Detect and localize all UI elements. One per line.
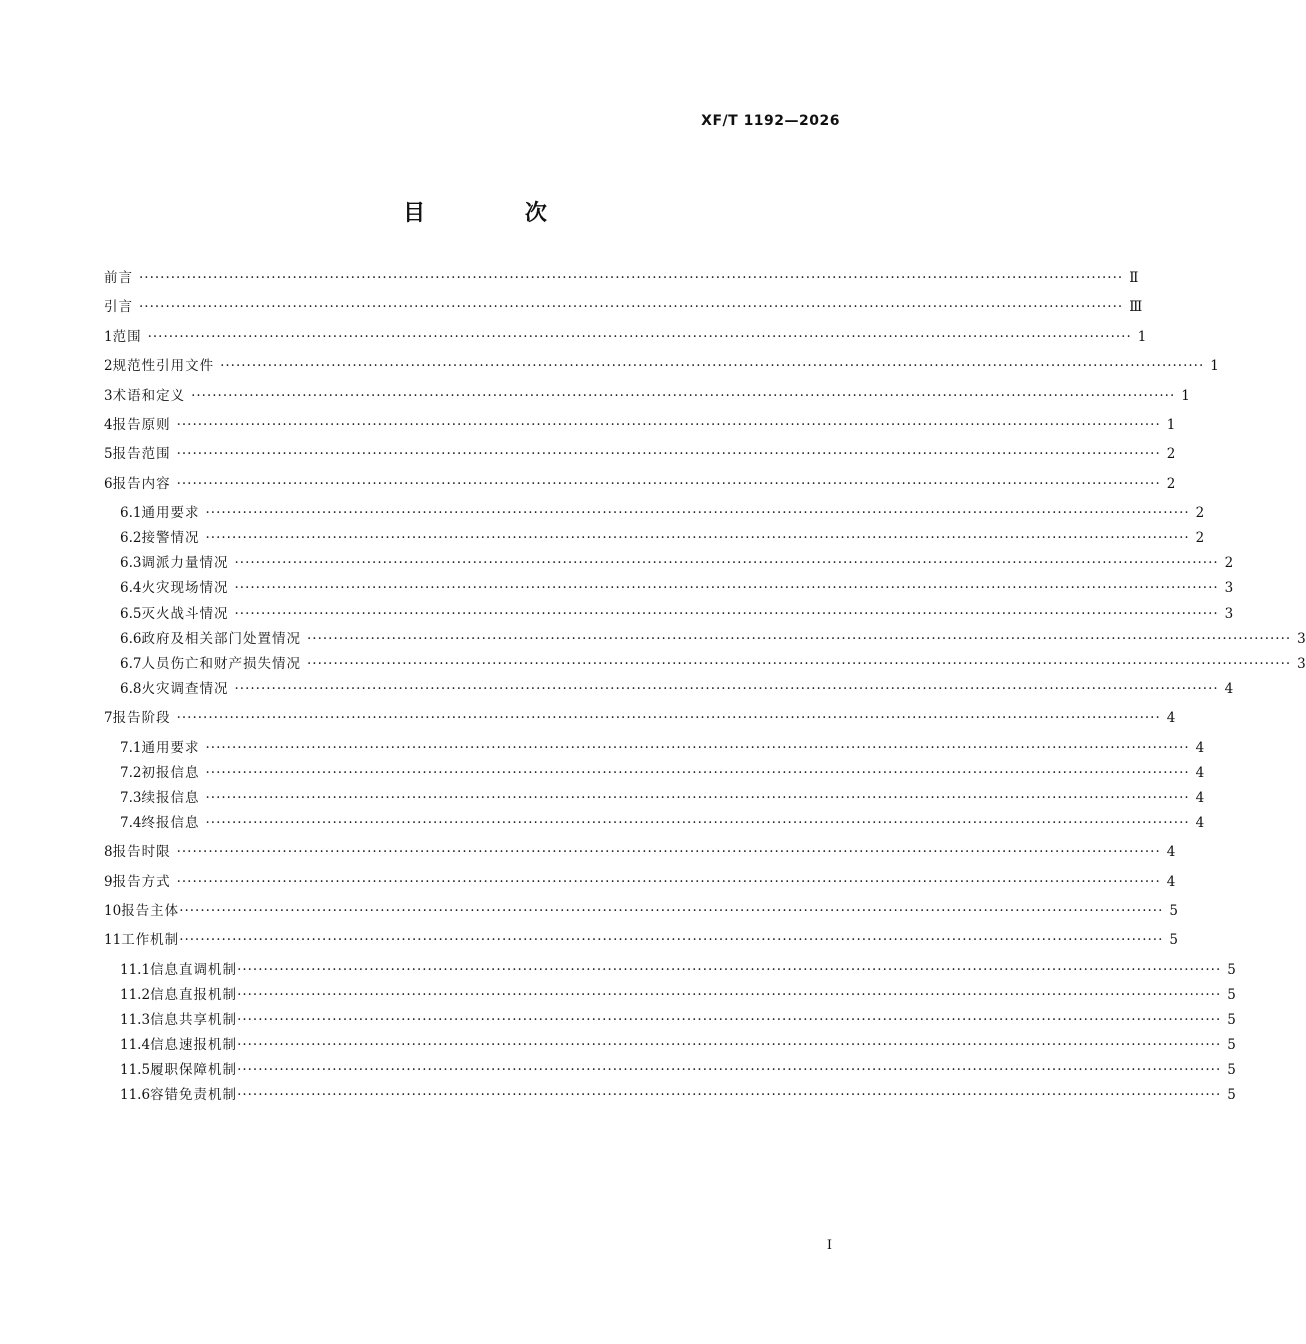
dot-leader: ·························································································································································································· <box>205 764 1190 781</box>
toc-number: 6.2 <box>120 530 142 547</box>
toc-number: 11.4 <box>120 1037 151 1054</box>
dot-leader: ·························································································································································································· <box>205 739 1190 756</box>
page-number: I <box>826 1238 832 1253</box>
page-title: 目 次 <box>403 201 593 226</box>
toc-page: 4 <box>1166 873 1176 890</box>
toc-entry[interactable] <box>104 555 1234 572</box>
toc-number: 1 <box>104 328 113 345</box>
dot-leader: ·························································································································································································· <box>237 1037 1222 1054</box>
toc-page: 4 <box>1195 814 1205 831</box>
toc-page: 2 <box>1195 530 1205 547</box>
dot-leader: ·························································································································································································· <box>191 387 1176 404</box>
toc-title: 接警情况 <box>141 530 200 547</box>
toc-entry[interactable] <box>104 739 1205 756</box>
toc-page: 4 <box>1195 764 1205 781</box>
toc-entry[interactable] <box>104 387 1190 404</box>
toc-page: 2 <box>1166 475 1176 492</box>
toc-entry[interactable] <box>104 986 1236 1003</box>
toc-title: 政府及相关部门处置情况 <box>141 630 301 647</box>
toc-title: 火灾现场情况 <box>141 580 229 597</box>
toc-entry[interactable] <box>104 530 1205 547</box>
dot-leader: ·························································································································································································· <box>179 903 1164 920</box>
toc-entry[interactable] <box>104 814 1205 831</box>
dot-leader: ·························································································································································································· <box>176 475 1161 492</box>
standard-code: XF/T 1192—2026 <box>701 113 840 129</box>
toc-number: 6.5 <box>120 605 142 622</box>
dot-leader: ·························································································································································································· <box>176 844 1161 861</box>
dot-leader: ·························································································································································································· <box>176 873 1161 890</box>
toc-title: 灭火战斗情况 <box>141 605 229 622</box>
toc-number: 2 <box>104 358 113 375</box>
toc-title: 履职保障机制 <box>150 1062 238 1079</box>
toc-title: 报告时限 <box>112 844 171 861</box>
toc-number: 9 <box>104 873 113 890</box>
dot-leader: ·························································································································································································· <box>234 605 1219 622</box>
dot-leader: ·························································································································································································· <box>306 630 1292 647</box>
toc-number: 6.6 <box>120 630 142 647</box>
toc-title: 初报信息 <box>141 764 200 781</box>
toc-entry[interactable] <box>104 328 1147 345</box>
toc-entry[interactable] <box>104 680 1234 697</box>
toc-page: 1 <box>1181 387 1190 404</box>
toc-title: 术语和定义 <box>112 387 186 404</box>
dot-leader: ·························································································································································································· <box>234 555 1219 572</box>
dot-leader: ·························································································································································································· <box>220 358 1205 375</box>
dot-leader: ·························································································································································································· <box>176 710 1161 727</box>
toc-title: 通用要求 <box>141 739 200 756</box>
toc-page: 1 <box>1166 416 1176 433</box>
toc-entry[interactable] <box>104 764 1205 781</box>
toc-page: Ⅲ <box>1129 299 1143 316</box>
dot-leader: ·························································································································································································· <box>237 1011 1222 1028</box>
toc-title: 人员伤亡和财产损失情况 <box>141 655 301 672</box>
toc-number: 6.3 <box>120 555 142 572</box>
toc-page: 2 <box>1166 446 1176 463</box>
toc-page: 4 <box>1224 680 1234 697</box>
toc-page: 5 <box>1169 932 1178 949</box>
toc-number: 11.3 <box>120 1011 151 1028</box>
toc-entry[interactable] <box>104 505 1205 522</box>
toc-page: 4 <box>1195 789 1205 806</box>
toc-entry[interactable] <box>104 580 1234 597</box>
toc-title: 火灾调查情况 <box>141 680 229 697</box>
toc-page: 1 <box>1210 358 1219 375</box>
toc-title: 通用要求 <box>141 505 200 522</box>
toc-entry[interactable] <box>104 903 1178 920</box>
toc-title: 信息速报机制 <box>150 1037 238 1054</box>
dot-leader: ·························································································································································································· <box>176 446 1161 463</box>
toc-title: 规范性引用文件 <box>112 358 215 375</box>
toc-title: 调派力量情况 <box>141 555 229 572</box>
toc-page: 2 <box>1195 505 1205 522</box>
toc-title: 报告内容 <box>112 475 171 492</box>
toc-entry[interactable] <box>104 1011 1236 1028</box>
toc-entry[interactable] <box>104 1037 1236 1054</box>
toc-title: 报告原则 <box>112 416 171 433</box>
toc-title: 信息直报机制 <box>150 986 238 1003</box>
toc-page: 5 <box>1227 1087 1236 1104</box>
toc-page: 5 <box>1227 1011 1236 1028</box>
toc-entry[interactable] <box>104 789 1205 806</box>
toc-number: 5 <box>104 446 113 463</box>
toc-entry[interactable] <box>104 961 1236 978</box>
toc-page: 4 <box>1166 844 1176 861</box>
toc-page: 5 <box>1227 1062 1236 1079</box>
toc-entry[interactable] <box>104 358 1219 375</box>
toc-entry[interactable] <box>104 630 1306 647</box>
toc-entry[interactable] <box>104 416 1176 433</box>
toc-entry[interactable] <box>104 655 1306 672</box>
toc-number: 3 <box>104 387 113 404</box>
toc-page: 3 <box>1224 580 1234 597</box>
toc-number: 7.2 <box>120 764 142 781</box>
toc-title: 容错免责机制 <box>150 1087 238 1104</box>
toc-title: 工作机制 <box>121 932 180 949</box>
toc-number: 6.4 <box>120 580 142 597</box>
toc-number: 6.7 <box>120 655 142 672</box>
toc-entry[interactable] <box>104 605 1234 622</box>
toc-page: 3 <box>1297 630 1306 647</box>
toc-entry[interactable] <box>104 446 1176 463</box>
dot-leader: ·························································································································································································· <box>205 505 1190 522</box>
toc-number: 6.8 <box>120 680 142 697</box>
toc-number: 7.4 <box>120 814 142 831</box>
toc-entry[interactable] <box>104 270 1139 286</box>
dot-leader: ·························································································································································································· <box>139 299 1124 316</box>
toc-title: 报告阶段 <box>112 710 171 727</box>
dot-leader: ·························································································································································································· <box>237 1087 1222 1104</box>
toc-number: 7 <box>104 710 113 727</box>
dot-leader: ·························································································································································································· <box>237 961 1222 978</box>
toc-title: 引言 <box>104 299 133 316</box>
dot-leader: ·························································································································································································· <box>237 1062 1222 1079</box>
toc-title: 信息共享机制 <box>150 1011 238 1028</box>
toc-entry[interactable] <box>104 299 1143 316</box>
dot-leader: ·························································································································································································· <box>139 270 1124 286</box>
toc-entry[interactable] <box>104 1062 1236 1079</box>
toc-entry[interactable] <box>104 932 1178 949</box>
toc-number: 11 <box>104 932 122 949</box>
toc-number: 6.1 <box>120 505 142 522</box>
toc-number: 4 <box>104 416 113 433</box>
dot-leader: ·························································································································································································· <box>205 814 1190 831</box>
toc-entry[interactable] <box>104 873 1176 890</box>
toc-number: 7.3 <box>120 789 142 806</box>
toc-title: 信息直调机制 <box>150 961 238 978</box>
toc-page: Ⅱ <box>1129 270 1139 286</box>
toc-title: 范围 <box>112 328 142 345</box>
toc-entry[interactable] <box>104 710 1176 727</box>
toc-page: 5 <box>1227 1037 1236 1054</box>
toc-title: 前言 <box>104 270 133 286</box>
dot-leader: ·························································································································································································· <box>147 328 1132 345</box>
table-of-contents <box>104 270 1306 1112</box>
toc-page: 2 <box>1224 555 1234 572</box>
dot-leader: ·························································································································································································· <box>205 789 1190 806</box>
toc-page: 1 <box>1137 328 1147 345</box>
dot-leader: ·························································································································································································· <box>176 416 1161 433</box>
toc-page: 4 <box>1195 739 1205 756</box>
toc-entry[interactable] <box>104 1087 1236 1104</box>
dot-leader: ·························································································································································································· <box>237 986 1222 1003</box>
toc-title: 终报信息 <box>141 814 200 831</box>
dot-leader: ·························································································································································································· <box>179 932 1164 949</box>
toc-page: 3 <box>1224 605 1234 622</box>
toc-entry[interactable] <box>104 844 1176 861</box>
dot-leader: ·························································································································································································· <box>306 655 1292 672</box>
toc-title: 续报信息 <box>141 789 200 806</box>
toc-page: 5 <box>1169 903 1178 920</box>
toc-number: 11.6 <box>120 1087 151 1104</box>
toc-number: 6 <box>104 475 113 492</box>
toc-number: 11.1 <box>120 961 151 978</box>
toc-number: 11.2 <box>120 986 151 1003</box>
toc-page: 5 <box>1227 961 1236 978</box>
toc-entry[interactable] <box>104 475 1176 492</box>
toc-page: 3 <box>1297 655 1306 672</box>
toc-number: 11.5 <box>120 1062 151 1079</box>
toc-title: 报告方式 <box>112 873 171 890</box>
dot-leader: ·························································································································································································· <box>234 580 1219 597</box>
dot-leader: ·························································································································································································· <box>205 530 1190 547</box>
toc-number: 10 <box>104 903 122 920</box>
dot-leader: ·························································································································································································· <box>234 680 1219 697</box>
toc-title: 报告主体 <box>121 903 180 920</box>
toc-title: 报告范围 <box>112 446 171 463</box>
toc-page: 4 <box>1166 710 1176 727</box>
toc-page: 5 <box>1227 986 1236 1003</box>
toc-number: 7.1 <box>120 739 142 756</box>
toc-number: 8 <box>104 844 113 861</box>
